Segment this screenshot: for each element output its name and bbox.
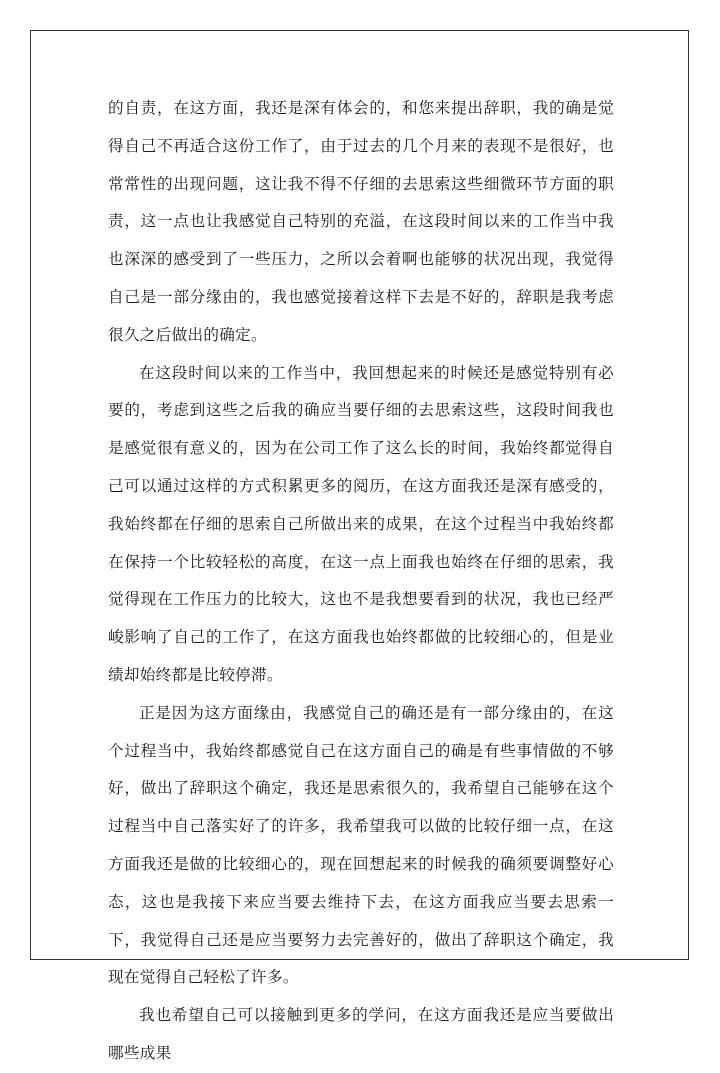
paragraph: 正是因为这方面缘由，我感觉自己的确还是有一部分缘由的，在这个过程当中，我始终都感觉自己在这方面自己的确是有些事情做的不够好，做出了辞职这个确定，我还是思索很久的，我希望自己能够在这个过程当中自己落实好了的许多，我希望我可以做的比较仔细一点，在这方面我还是做的比较细心的，现在回想起来的时候我的确须要调整好心态，这也是我接下来应当要去维持下去，在这方面我应当要去思索一下，我觉得自己还是应当要努力去完善好的，做出了辞职这个确定，我现在觉得自己轻松了许多。 xyxy=(108,703,614,987)
paragraph: 我也希望自己可以接触到更多的学问，在这方面我还是应当要做出哪些成果 xyxy=(108,1006,614,1062)
paragraph-continued: 的自责，在这方面，我还是深有体会的，和您来提出辞职，我的确是觉得自己不再适合这份工作了，由于过去的几个月来的表现不是很好，也常常性的出现问题，这让我不得不仔细的去思索这些细微环节方面的职责，这一点也让我感觉自己特别的充溢，在这段时间以来的工作当中我也深深的感受到了一些压力，之所以会着啊也能够的状况出现，我觉得自己是一部分缘由的，我也感觉接着这样下去是不好的，辞职是我考虑很久之后做出的确定。 xyxy=(108,99,614,344)
document-body xyxy=(108,90,614,1073)
paragraph: 在这段时间以来的工作当中，我回想起来的时候还是感觉特别有必要的，考虑到这些之后我的确应当要仔细的去思索这些，这段时间我也是感觉很有意义的，因为在公司工作了这么长的时间，我始终都觉得自己可以通过这样的方式积累更多的阅历，在这方面我还是深有感受的，我始终都在仔细的思索自己所做出来的成果，在这个过程当中我始终都在保持一个比较轻松的高度，在这一点上面我也始终在仔细的思索，我觉得现在工作压力的比较大，这也不是我想要看到的状况，我也已经严峻影响了自己的工作了，在这方面我也始终都做的比较细心的，但是业绩却始终都是比较停滞。 xyxy=(108,363,614,684)
